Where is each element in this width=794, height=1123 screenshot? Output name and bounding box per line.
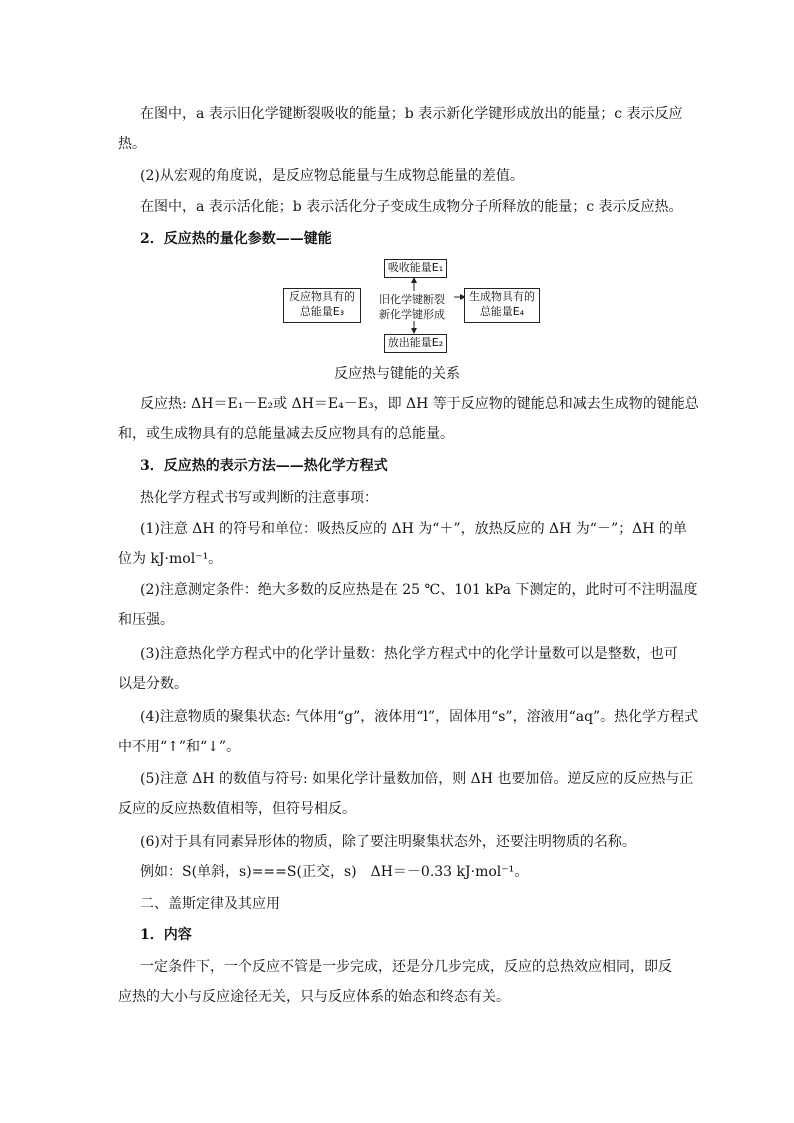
section-heading: 1．内容 [140,927,192,943]
paragraph-line: (2)注意测定条件：绝大多数的反应热是在 25 ℃、101 kPa 下测定的，此时可不注明温度 [140,582,698,598]
section-heading: 2．反应热的量化参数——键能 [140,231,332,247]
section-heading: 3．反应热的表示方法——热化学方程式 [140,458,388,474]
diagram-right-box [464,288,540,323]
center-line1: 旧化学键断裂 [379,293,445,306]
figure-caption: 反应热与键能的关系 [334,366,460,382]
diagram-top-box [384,259,447,278]
paragraph-line: (2)从宏观的角度说，是反应物总能量与生成物总能量的差值。 [140,168,524,184]
paragraph-line: 反应热: ΔH＝E₁－E₂或 ΔH＝E₄－E₃，即 ΔH 等于反应物的键能总和减去生成物的键能总 [140,396,699,412]
paragraph-line: (5)注意 ΔH 的数值与符号: 如果化学计量数加倍，则 ΔH 也要加倍。逆反应的反应热与正 [140,771,694,787]
paragraph-line: 在图中，a 表示活化能；b 表示活化分子变成生成物分子所释放的能量；c 表示反应热。 [140,199,683,215]
paragraph-line: 热化学方程式书写或判断的注意事项： [140,490,378,506]
top-box-label: 吸收能量E₁ [387,261,444,274]
paragraph-line: (6)对于具有同素异形体的物质，除了要注明聚集状态外，还要注明物质的名称。 [140,834,636,850]
paragraph-line: 和压强。 [118,612,174,628]
right-box-line1: 生成物具有的 [469,290,535,303]
paragraph-line: (4)注意物质的聚集状态: 气体用“g”，液体用“l”，固体用“s”，溶液用“aq”。热化学方程式 [140,709,699,725]
paragraph-line: 以是分数。 [118,676,188,692]
paragraph-line: 和，或生成物具有的总能量减去反应物具有的总能量。 [118,426,454,442]
section-heading: 二、盖斯定律及其应用 [140,896,280,912]
paragraph-line: 热。 [118,136,146,152]
paragraph-line: (3)注意热化学方程式中的化学计量数：热化学方程式中的化学计量数可以是整数，也可 [140,646,678,662]
paragraph-line: 例如：S(单斜，s)===S(正交，s) ΔH＝－0.33 kJ·mol⁻¹。 [140,864,529,880]
center-line2: 新化学键形成 [379,308,445,321]
diagram-left-box [283,288,361,323]
paragraph-line: 位为 kJ·mol⁻¹。 [118,551,223,567]
paragraph-line: (1)注意 ΔH 的符号和单位：吸热反应的 ΔH 为“＋”，放热反应的 ΔH 为“－”；ΔH 的单 [140,521,687,537]
bottom-box-label: 放出能量E₂ [387,336,444,349]
paragraph-line: 中不用“↑”和“↓”。 [118,739,241,755]
paragraph-line: 反应的反应热数值相等，但符号相反。 [118,801,356,817]
diagram-center-label [368,292,456,322]
paragraph-line: 一定条件下，一个反应不管是一步完成，还是分几步完成，反应的总热效应相同，即反 [140,959,672,975]
paragraph-line: 应热的大小与反应途径无关，只与反应体系的始态和终态有关。 [118,989,510,1005]
right-box-line2: 总能量E₄ [479,305,525,318]
diagram-bottom-box [384,334,447,353]
paragraph-line: 在图中，a 表示旧化学键断裂吸收的能量；b 表示新化学键形成放出的能量；c 表示反应 [140,106,683,122]
left-box-line1: 反应物具有的 [289,290,355,303]
left-box-line2: 总能量E₃ [299,305,345,318]
